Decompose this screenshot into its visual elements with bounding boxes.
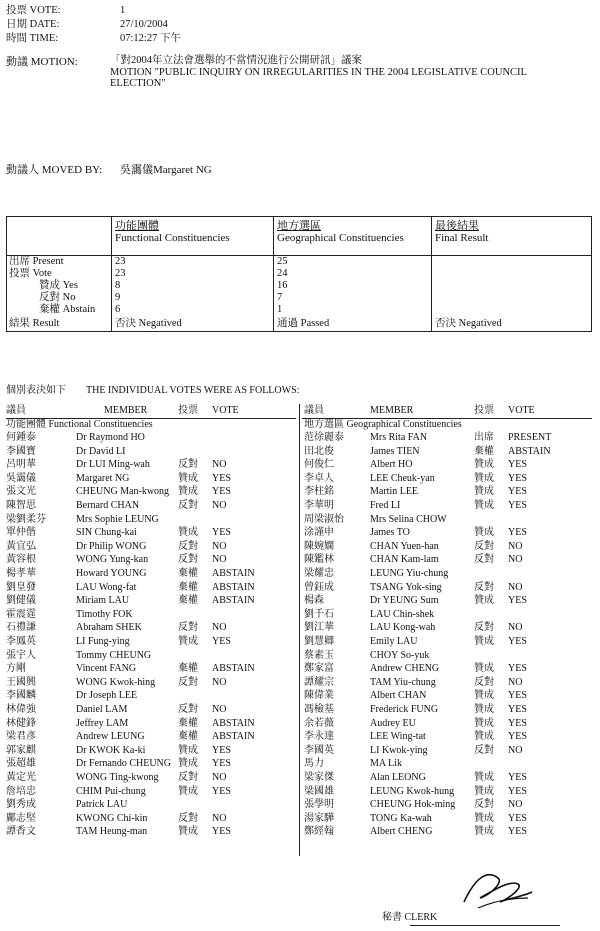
member-name-zh: 吳靄儀 (6, 472, 36, 484)
col-vote-en-left: VOTE (212, 405, 239, 416)
member-name-zh: 黃宜弘 (6, 540, 36, 552)
member-name-zh: 何鍾泰 (6, 432, 36, 443)
member-name-en: LEUNG Kwok-hung (370, 785, 455, 797)
vote-zh: 贊成 (474, 717, 494, 729)
vote-zh: 贊成 (178, 758, 198, 770)
member-name-zh: 張宇人 (6, 649, 36, 661)
vote-en: NO (508, 622, 523, 634)
motion-label: 動議 MOTION: (6, 56, 78, 68)
fc-abstain: 6 (115, 304, 121, 315)
row-label-result: 結果 Result (9, 318, 60, 329)
vote-zh: 贊成 (474, 472, 494, 484)
member-name-en: Emily LAU (370, 636, 418, 647)
vote-zh: 贊成 (178, 472, 198, 484)
member-name-en: WONG Yung-kan (76, 554, 149, 566)
member-name-en: LEE Wing-tat (370, 731, 426, 743)
member-name-en: WONG Ting-kwong (76, 772, 159, 783)
vote-en: NO (508, 554, 523, 566)
member-name-en: KWONG Chi-kin (76, 812, 148, 824)
member-name-zh: 劉健儀 (6, 595, 36, 607)
result-table (6, 216, 592, 332)
vote-en: NO (508, 744, 523, 756)
vote-en: ABSTAIN (212, 595, 255, 607)
member-name-zh: 馬力 (304, 758, 324, 770)
vote-zh: 棄權 (178, 731, 198, 743)
vote-zh: 贊成 (178, 744, 198, 756)
member-name-zh: 方剛 (6, 663, 26, 675)
member-name-zh: 李國英 (304, 744, 334, 756)
member-name-zh: 蔡素玉 (304, 649, 334, 661)
member-name-zh: 劉皇發 (6, 581, 36, 593)
vote-zh: 反對 (474, 540, 494, 552)
member-name-zh: 陳婉嫻 (304, 540, 334, 552)
vote-en: YES (508, 595, 527, 607)
member-name-zh: 郭家麒 (6, 744, 36, 756)
member-name-zh: 劉千石 (304, 608, 334, 620)
gc-yes: 16 (277, 280, 288, 291)
vote-en: YES (508, 704, 527, 715)
vote-zh: 贊成 (474, 812, 494, 824)
member-name-en: MA Lik (370, 758, 402, 770)
col-member-en-right: MEMBER (370, 405, 414, 416)
fc-no: 9 (115, 292, 121, 303)
vote-en: YES (212, 744, 231, 756)
member-name-zh: 林偉強 (6, 704, 36, 715)
vote-zh: 反對 (178, 459, 198, 471)
vote-en: YES (508, 500, 527, 511)
fc-vote: 23 (115, 268, 126, 279)
member-name-en: Andrew CHENG (370, 663, 440, 675)
date-label: 日期 DATE: (6, 19, 60, 30)
member-name-en: Dr Joseph LEE (76, 690, 138, 702)
member-name-zh: 涂謹申 (304, 527, 334, 539)
col-member-zh-left: 議員 (6, 405, 26, 416)
member-name-zh: 梁國雄 (304, 785, 334, 797)
vote-zh: 贊成 (474, 663, 494, 675)
member-name-en: TSANG Yok-sing (370, 581, 442, 593)
vote-zh: 贊成 (178, 785, 198, 797)
member-name-en: Dr YEUNG Sum (370, 595, 439, 607)
member-name-en: Fred LI (370, 500, 401, 511)
member-name-zh: 曾鈺成 (304, 581, 334, 593)
time-label: 時間 TIME: (6, 33, 59, 44)
vote-en: YES (212, 472, 231, 484)
member-name-zh: 楊森 (304, 595, 324, 607)
member-name-en: Abraham SHEK (76, 622, 142, 634)
vote-zh: 贊成 (474, 636, 494, 647)
row-label-yes: 贊成 Yes (39, 280, 78, 291)
gc-no: 7 (277, 292, 283, 303)
col-vote-zh-right: 投票 (474, 405, 494, 416)
member-name-en: LAU Wong-fat (76, 581, 137, 593)
member-name-zh: 黃定光 (6, 772, 36, 783)
vote-zh: 反對 (178, 676, 198, 688)
vote-zh: 贊成 (178, 486, 198, 498)
date-value: 27/10/2004 (120, 19, 168, 30)
vote-zh: 出席 (474, 432, 494, 443)
vote-en: YES (508, 772, 527, 783)
vote-zh: 反對 (178, 772, 198, 783)
member-name-en: James TO (370, 527, 410, 539)
gc-result: 通過 Passed (277, 318, 330, 329)
vote-en: YES (508, 826, 527, 838)
member-name-en: LI Fung-ying (76, 636, 130, 647)
member-name-zh: 李國寶 (6, 445, 36, 457)
vote-zh: 棄權 (178, 568, 198, 579)
member-name-en: CHOY So-yuk (370, 649, 430, 661)
moved-by-name: 吳靄儀Margaret NG (120, 164, 212, 176)
member-name-en: Alan LEONG (370, 772, 426, 783)
vote-en: NO (212, 540, 227, 552)
row-label-vote: 投票 Vote (9, 268, 52, 279)
member-name-en: Mrs Rita FAN (370, 432, 428, 443)
member-name-en: TAM Heung-man (76, 826, 148, 838)
vote-en: NO (212, 676, 227, 688)
member-name-en: LAU Kong-wah (370, 622, 436, 634)
member-name-en: TAM Yiu-chung (370, 676, 436, 688)
member-name-en: LEE Cheuk-yan (370, 472, 435, 484)
vote-zh: 反對 (474, 744, 494, 756)
member-name-en: Jeffrey LAM (76, 717, 129, 729)
vote-en: YES (212, 785, 231, 797)
member-name-zh: 劉慧卿 (304, 636, 334, 647)
vote-en: ABSTAIN (212, 581, 255, 593)
member-name-zh: 余若薇 (304, 717, 334, 729)
member-name-zh: 梁家傑 (304, 772, 334, 783)
member-name-en: Dr KWOK Ka-ki (76, 744, 146, 756)
member-name-zh: 李鳳英 (6, 636, 36, 647)
moved-by-label: 動議人 MOVED BY: (6, 164, 103, 176)
vote-en: ABSTAIN (212, 568, 255, 579)
member-name-en: Bernard CHAN (76, 500, 140, 511)
member-name-zh: 劉江華 (304, 622, 334, 634)
vote-en: YES (508, 486, 527, 498)
vote-en: YES (508, 663, 527, 675)
member-name-zh: 霍震霆 (6, 608, 36, 620)
member-name-en: Margaret NG (76, 472, 130, 484)
vote-zh: 反對 (474, 622, 494, 634)
member-name-en: James TIEN (370, 445, 420, 457)
vote-zh: 贊成 (474, 731, 494, 743)
vote-label: 投票 VOTE: (6, 5, 61, 16)
geographical-section-heading: 地方選區 Geographical Constituencies (304, 419, 462, 430)
member-name-en: Dr LUI Ming-wah (76, 459, 150, 471)
member-name-zh: 王國興 (6, 676, 36, 688)
vote-zh: 贊成 (474, 459, 494, 471)
vote-zh: 贊成 (474, 826, 494, 838)
vote-zh: 贊成 (178, 527, 198, 539)
vote-en: NO (212, 704, 227, 715)
member-name-zh: 李華明 (304, 500, 334, 511)
col-member-zh-right: 議員 (304, 405, 324, 416)
gc-vote: 24 (277, 268, 288, 279)
row-label-present: 出席 Present (9, 256, 64, 267)
member-name-en: Dr Fernando CHEUNG (76, 758, 171, 770)
motion-title-chinese: 「對2004年立法會選舉的不當情況進行公開研訊」議案 (110, 55, 362, 66)
vote-en: YES (212, 636, 231, 647)
vote-zh: 反對 (178, 500, 198, 511)
vote-en: YES (508, 785, 527, 797)
vote-en: YES (508, 690, 527, 702)
vote-en: YES (508, 731, 527, 743)
member-name-zh: 張超雄 (6, 758, 36, 770)
member-name-zh: 劉秀成 (6, 799, 36, 811)
gc-present: 25 (277, 256, 288, 267)
member-name-zh: 梁君彥 (6, 731, 36, 743)
member-name-en: Daniel LAM (76, 704, 128, 715)
member-name-en: LAU Chin-shek (370, 608, 435, 620)
row-label-abstain: 棄權 Abstain (39, 304, 96, 315)
member-name-zh: 梁耀忠 (304, 568, 334, 579)
member-name-en: TONG Ka-wah (370, 812, 432, 824)
member-name-en: CHEUNG Hok-ming (370, 799, 456, 811)
member-name-zh: 李永達 (304, 731, 334, 743)
member-name-zh: 田北俊 (304, 445, 334, 457)
vote-zh: 反對 (178, 812, 198, 824)
vote-zh: 棄權 (178, 581, 198, 593)
vote-en: NO (508, 799, 523, 811)
vote-en: NO (212, 812, 227, 824)
vote-en: NO (508, 540, 523, 552)
vote-zh: 贊成 (474, 772, 494, 783)
individual-votes-title: 個別表決如下 THE INDIVIDUAL VOTES WERE AS FOLLOWS: (6, 385, 300, 396)
vote-zh: 贊成 (474, 704, 494, 715)
motion-text (110, 55, 550, 90)
member-name-en: Howard YOUNG (76, 568, 147, 579)
member-name-zh: 李卓人 (304, 472, 334, 484)
vote-en: ABSTAIN (212, 717, 255, 729)
vote-en: YES (212, 758, 231, 770)
member-name-zh: 石禮謙 (6, 622, 36, 634)
member-name-zh: 詹培忠 (6, 785, 36, 797)
member-name-en: LI Kwok-ying (370, 744, 428, 756)
vote-zh: 反對 (474, 554, 494, 566)
member-name-en: Martin LEE (370, 486, 419, 498)
member-name-en: Timothy FOK (76, 608, 133, 620)
member-name-en: Mrs Sophie LEUNG (76, 513, 159, 525)
clerk-signature-line (410, 925, 560, 926)
member-name-en: Albert CHENG (370, 826, 433, 838)
member-name-zh: 張學明 (304, 799, 334, 811)
vote-en: NO (212, 459, 227, 471)
member-name-en: Dr Raymond HO (76, 432, 145, 443)
vote-zh: 棄權 (178, 663, 198, 675)
vote-en: NO (508, 676, 523, 688)
member-name-en: Patrick LAU (76, 799, 128, 811)
vote-en: NO (212, 554, 227, 566)
member-name-zh: 楊孝華 (6, 568, 36, 579)
functional-section-heading: 功能團體 Functional Constituencies (6, 419, 153, 430)
vote-en: YES (212, 527, 231, 539)
col-vote-zh-left: 投票 (178, 405, 198, 416)
member-name-en: WONG Kwok-hing (76, 676, 156, 688)
member-name-zh: 林健鋒 (6, 717, 36, 729)
vote-en: YES (212, 826, 231, 838)
vote-zh: 反對 (178, 554, 198, 566)
member-name-en: Vincent FANG (76, 663, 137, 675)
member-name-zh: 呂明華 (6, 459, 36, 471)
member-name-en: Albert HO (370, 459, 413, 471)
fc-present: 23 (115, 256, 126, 267)
vote-en: ABSTAIN (212, 663, 255, 675)
vote-zh: 贊成 (178, 636, 198, 647)
member-name-en: Dr David LI (76, 445, 126, 457)
vote-zh: 贊成 (474, 500, 494, 511)
fc-yes: 8 (115, 280, 121, 291)
member-name-zh: 單仲偕 (6, 527, 36, 539)
vote-en: NO (212, 500, 227, 511)
member-name-en: Mrs Selina CHOW (370, 513, 447, 525)
member-name-zh: 湯家驊 (304, 812, 334, 824)
vote-zh: 棄權 (178, 717, 198, 729)
vote-en: YES (508, 527, 527, 539)
member-name-zh: 譚耀宗 (304, 676, 334, 688)
gc-abstain: 1 (277, 304, 283, 315)
member-name-en: Albert CHAN (370, 690, 427, 702)
vote-en: NO (212, 772, 227, 783)
vote-zh: 贊成 (178, 826, 198, 838)
member-name-zh: 馮檢基 (304, 704, 334, 715)
vote-zh: 棄權 (178, 595, 198, 607)
vote-zh: 反對 (474, 676, 494, 688)
vote-zh: 贊成 (474, 595, 494, 607)
member-name-zh: 張文光 (6, 486, 36, 498)
member-name-en: CHAN Yuen-han (370, 540, 439, 552)
member-name-zh: 李國麟 (6, 690, 36, 702)
member-name-zh: 李柱銘 (304, 486, 334, 498)
vote-zh: 贊成 (474, 785, 494, 797)
vote-number: 1 (120, 5, 126, 16)
vote-en: YES (508, 636, 527, 647)
vote-en: YES (508, 717, 527, 729)
member-name-en: Miriam LAU (76, 595, 130, 607)
member-name-en: Andrew LEUNG (76, 731, 145, 743)
fc-result: 否決 Negatived (115, 318, 182, 329)
vote-en: ABSTAIN (212, 731, 255, 743)
member-name-zh: 鄺志堅 (6, 812, 36, 824)
vote-zh: 反對 (474, 581, 494, 593)
member-name-zh: 黃容根 (6, 554, 36, 566)
member-name-zh: 范徐麗泰 (304, 432, 344, 443)
functional-header: 功能團體 Functional Constituencies (115, 220, 230, 244)
member-name-zh: 何俊仁 (304, 459, 334, 471)
vote-zh: 贊成 (474, 527, 494, 539)
member-name-en: CHIM Pui-chung (76, 785, 146, 797)
member-name-zh: 陳鑑林 (304, 554, 334, 566)
member-name-zh: 周梁淑怡 (304, 513, 344, 525)
vote-zh: 反對 (178, 540, 198, 552)
motion-title-english: MOTION "PUBLIC INQUIRY ON IRREGULARITIES IN THE 2004 LEGISLATIVE COUNCIL ELECTION" (110, 66, 527, 89)
member-name-en: Tommy CHEUNG (76, 649, 152, 661)
vote-en: YES (508, 812, 527, 824)
vote-en: NO (508, 581, 523, 593)
vote-zh: 贊成 (474, 486, 494, 498)
vote-en: ABSTAIN (508, 445, 551, 457)
vote-zh: 反對 (178, 704, 198, 715)
vote-en: PRESENT (508, 432, 552, 443)
member-name-en: Frederick FUNG (370, 704, 439, 715)
member-name-zh: 鄭經翰 (304, 826, 334, 838)
clerk-label: 秘書 CLERK (382, 912, 438, 923)
vote-zh: 反對 (178, 622, 198, 634)
member-name-zh: 梁劉柔芬 (6, 513, 46, 525)
member-name-zh: 鄭家富 (304, 663, 334, 675)
member-name-zh: 陳智思 (6, 500, 36, 511)
vote-zh: 棄權 (474, 445, 494, 457)
member-name-en: LEUNG Yiu-chung (370, 568, 449, 579)
column-divider (299, 404, 300, 856)
vote-en: YES (508, 459, 527, 471)
member-name-en: CHAN Kam-lam (370, 554, 439, 566)
vote-en: YES (212, 486, 231, 498)
row-label-no: 反對 No (39, 292, 76, 303)
col-vote-en-right: VOTE (508, 405, 535, 416)
col-member-en-left: MEMBER (104, 405, 148, 416)
clerk-signature (458, 868, 538, 914)
member-name-zh: 陳偉業 (304, 690, 334, 702)
time-value: 07:12:27 下午 (120, 33, 181, 44)
final-result-header: 最後結果 Final Result (435, 220, 489, 244)
vote-zh: 反對 (474, 799, 494, 811)
final-result: 否決 Negatived (435, 318, 502, 329)
member-name-en: Audrey EU (370, 717, 416, 729)
member-name-en: CHEUNG Man-kwong (76, 486, 170, 498)
geographical-header: 地方選區 Geographical Constituencies (277, 220, 404, 244)
member-name-zh: 譚香文 (6, 826, 36, 838)
member-name-en: Dr Philip WONG (76, 540, 147, 552)
vote-zh: 贊成 (474, 690, 494, 702)
vote-en: YES (508, 472, 527, 484)
vote-en: NO (212, 622, 227, 634)
member-name-en: SIN Chung-kai (76, 527, 137, 539)
